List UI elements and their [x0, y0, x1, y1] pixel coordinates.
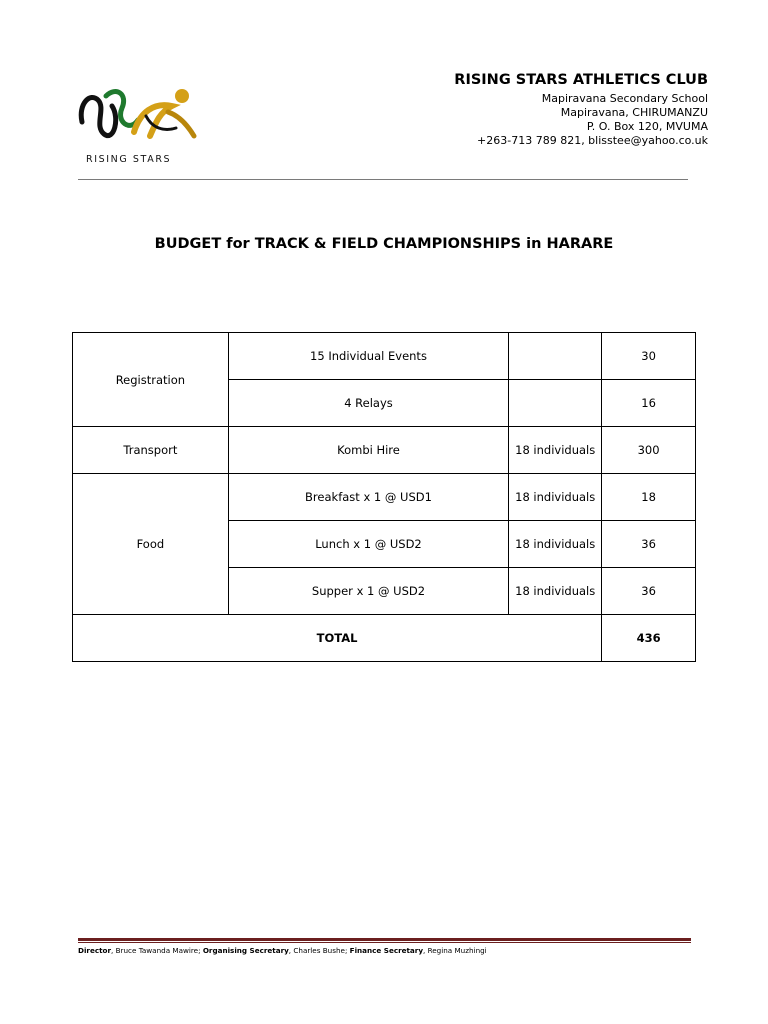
total-row: [73, 615, 696, 662]
club-logo: [76, 82, 200, 168]
address-line: Mapiravana Secondary School: [541, 92, 708, 105]
amount-cell: 18: [602, 474, 696, 521]
footer-divider: [78, 938, 691, 941]
director-label: Director: [78, 946, 112, 955]
director-name: , Bruce Tawanda Mawire;: [111, 946, 203, 955]
org-header: [454, 72, 708, 148]
qty-cell: [509, 380, 602, 427]
qty-cell: 18 individuals: [509, 427, 602, 474]
qty-cell: 18 individuals: [509, 474, 602, 521]
item-cell: 15 Individual Events: [228, 333, 508, 380]
item-cell: Lunch x 1 @ USD2: [228, 521, 508, 568]
total-label: TOTAL: [73, 615, 602, 662]
logo-text: RISING STARS: [86, 154, 172, 165]
qty-cell: 18 individuals: [509, 568, 602, 615]
runner-logo-icon: [76, 82, 200, 152]
table-row: [73, 427, 696, 474]
qty-cell: [509, 333, 602, 380]
amount-cell: 300: [602, 427, 696, 474]
footer-divider-thin: [78, 942, 691, 943]
contact-line: +263-713 789 821, blisstee@yahoo.co.uk: [477, 134, 708, 147]
amount-cell: 30: [602, 333, 696, 380]
category-cell: Registration: [73, 333, 229, 427]
finance-secretary-label: Finance Secretary: [349, 946, 424, 955]
category-cell: Food: [73, 474, 229, 615]
org-secretary-name: , Charles Bushe;: [288, 946, 350, 955]
document-title: BUDGET for TRACK & FIELD CHAMPIONSHIPS in HARARE: [154, 236, 614, 252]
table-row: [73, 333, 696, 380]
category-cell: Transport: [73, 427, 229, 474]
item-cell: 4 Relays: [228, 380, 508, 427]
amount-cell: 36: [602, 521, 696, 568]
address-line: P. O. Box 120, MVUMA: [586, 120, 708, 133]
budget-table: [72, 332, 696, 662]
item-cell: Kombi Hire: [228, 427, 508, 474]
table-row: [73, 474, 696, 521]
item-cell: Breakfast x 1 @ USD1: [228, 474, 508, 521]
qty-cell: 18 individuals: [509, 521, 602, 568]
amount-cell: 36: [602, 568, 696, 615]
address-line: Mapiravana, CHIRUMANZU: [560, 106, 708, 119]
footer-officials: [78, 946, 487, 955]
finance-secretary-name: , Regina Muzhingi: [423, 946, 487, 955]
org-name: RISING STARS ATHLETICS CLUB: [454, 72, 708, 88]
org-secretary-label: Organising Secretary: [202, 946, 289, 955]
amount-cell: 16: [602, 380, 696, 427]
header-divider: [78, 179, 688, 180]
total-amount: 436: [602, 615, 696, 662]
item-cell: Supper x 1 @ USD2: [228, 568, 508, 615]
